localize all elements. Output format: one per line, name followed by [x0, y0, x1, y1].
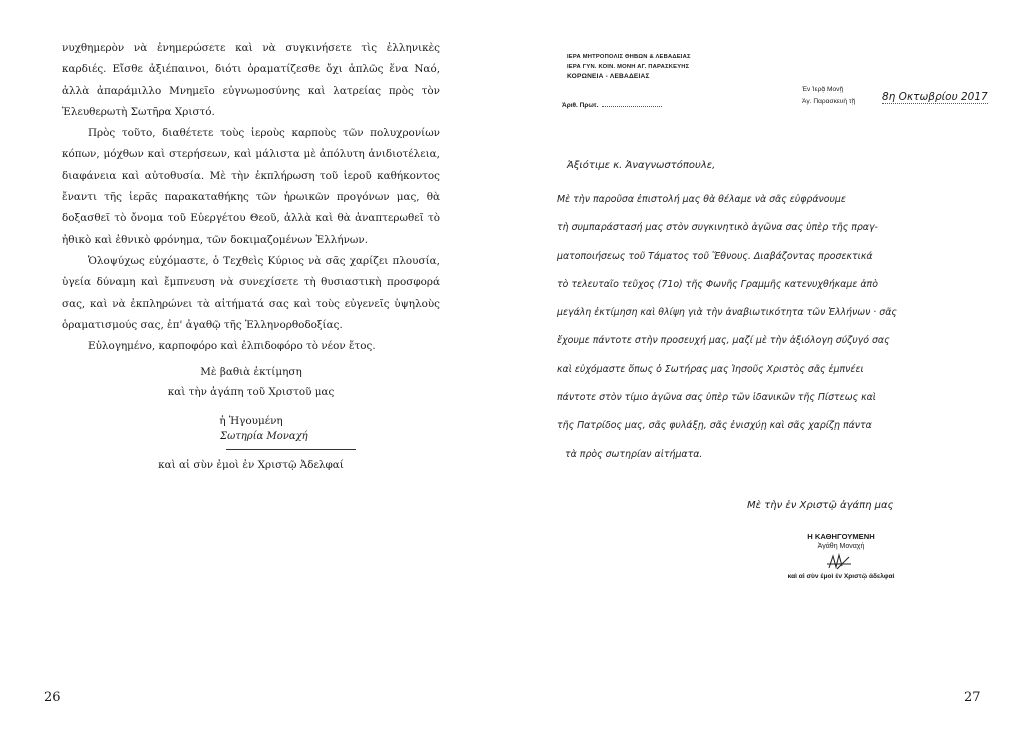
body-text-line: αὐτοθυσία. Μὲ τὴν ἐκπλήρωση τοῦ ἱεροῦ καθήκοντος ἔναντι τῆς ἱερᾶς: [62, 169, 440, 204]
body-text-line: ἐκπληρώνει τὰ αἰτήματά σας καὶ τοὺς εὐγενεῖς ὑψηλοὺς ὁραματισμούς σας, ἐπ': [62, 297, 440, 331]
abbess-title-right: Η ΚΑΘΗΓΟΥΜΕΝΗ: [807, 532, 875, 541]
body-text-line: Εὐλογημένο, καρποφόρο καὶ ἐλπιδοφόρο τὸ νέον ἔτος.: [88, 340, 376, 353]
body-text-line: παρακαταθήκης τῶν ἡρωικῶν προγόνων μας, θὰ δοξασθεῖ τὸ ὄνομα τοῦ: [62, 191, 440, 225]
right-page: [512, 0, 1024, 755]
handwritten-signature-left: [220, 431, 370, 451]
body-text-line: ἀγαθῷ τῆς Ἑλληνορθοδοξίας.: [185, 318, 343, 331]
signature-block-right: [777, 531, 905, 582]
letterhead-line-2: ΙΕΡΑ ΓΥΝ. ΚΟΙΝ. ΜΟΝΗ ΑΓ. ΠΑΡΑΣΚΕΥΗΣ: [567, 64, 690, 70]
letter-place: [802, 84, 855, 108]
closing-line-2: καὶ τὴν ἀγάπη τοῦ Χριστοῦ μας: [167, 386, 335, 398]
letterhead-line-3: ΚΟΡΩΝΕΙΑ - ΛΕΒΑΔΕΙΑΣ: [567, 73, 650, 80]
body-paragraph: [62, 251, 440, 336]
body-paragraph: [62, 123, 440, 251]
body-text-line: Πρὸς τοῦτο, διαθέτετε τοὺς ἱεροὺς καρποὺς τῶν πολυχρονίων κόπων,: [62, 127, 440, 161]
body-text-line: δοκιμαζομένων Ἑλλήνων.: [230, 233, 369, 246]
body-paragraph: [62, 336, 440, 357]
protocol-number: [562, 102, 662, 109]
closing-greeting: [62, 362, 440, 402]
handwritten-letter-body: [557, 160, 987, 477]
handwritten-line: πάντοτε στὸν τίμιο ἀγῶνα σας ὑπὲρ τῶν ἰδανικῶν τῆς Πίστεως καὶ: [557, 392, 876, 404]
handwritten-line: Μὲ τὴν παροῦσα ἐπιστολή μας θὰ θέλαμε νὰ σᾶς εὐφράνουμε: [557, 194, 846, 205]
body-text-line: μόχθων καὶ στερήσεων, καὶ μάλιστα μὲ ἀπόλυτη ἀνιδιοτέλεια, διαφάνεια καὶ: [62, 148, 440, 182]
body-text-line: δύναμη καὶ ἔμπνευση νὰ συνεχίσετε τὴ θυσιαστικὴ προσφορά σας, καὶ νὰ: [62, 276, 440, 310]
signature-text-left: Σωτηρία Μοναχή: [220, 431, 308, 442]
page-number-left: 26: [44, 690, 61, 705]
handwritten-line: τῆς Πατρίδος μας, σᾶς φυλάξῃ, σᾶς ἐνισχύῃ καὶ σᾶς χαρίζῃ πάντα: [557, 420, 872, 432]
sisters-line-right: καὶ αἱ σὺν ἐμοὶ ἐν Χριστῷ ἀδελφαί: [787, 573, 895, 580]
left-body-text: [62, 38, 440, 357]
abbess-title: ἡ Ἡγουμένη: [219, 415, 283, 427]
monastery-letterhead: [567, 52, 691, 82]
handwritten-line: τὰ πρὸς σωτηρίαν αἰτήματα.: [565, 448, 703, 460]
letterhead-line-1: ΙΕΡΑ ΜΗΤΡΟΠΟΛΙΣ ΘΗΒΩΝ & ΛΕΒΑΔΕΙΑΣ: [567, 54, 691, 60]
handwritten-closing: Μὲ τὴν ἐν Χριστῷ ἀγάπη μας: [747, 500, 894, 511]
protocol-label: Ἀριθ. Πρωτ.: [562, 102, 599, 109]
abbess-name: Ἀγάθη Μοναχή: [817, 543, 865, 550]
handwritten-line: ἔχουμε πάντοτε στὴν προσευχή μας, μαζί μὲ τὴν ἀξιόλογη σύζυγό σας: [557, 335, 890, 347]
body-text-line: ἀξιέπαινοι, διότι ὁραματίζεσθε ὄχι ἁπλῶς ἕνα Ναό, ἀλλὰ ἀπαράμιλλο Μνημεῖο: [62, 63, 441, 97]
protocol-dotted-line: [602, 106, 662, 107]
place-line-2: Ἁγ. Παρασκευὴ τῇ: [802, 98, 856, 105]
body-paragraph: [62, 38, 440, 123]
letter-salutation: Ἀξιότιμε κ. Ἀναγνωστόπουλε,: [567, 160, 716, 171]
handwritten-line: τὸ τελευταῖο τεῦχος (71ο) τῆς Φωνῆς Γραμμῆς κατενυχθήκαμε ἀπὸ: [557, 278, 878, 290]
handwritten-line: καὶ εὐχόμαστε ὅπως ὁ Σωτήρας μας Ἰησοῦς Χριστὸς σᾶς ἐμπνέει: [557, 363, 864, 375]
signature-underline: [226, 449, 356, 450]
letter-date: 8η Οκτωβρίου 2017: [882, 91, 988, 103]
sisters-line-left: καὶ αἱ σὺν ἐμοὶ ἐν Χριστῷ Ἀδελφαί: [158, 459, 344, 471]
body-text-line: νυχθημερὸν νὰ ἐνημερώσετε καὶ νὰ συγκινήσετε τὶς ἑλληνικὲς καρδιές. Εἴσθε: [62, 42, 440, 76]
body-text-line: Εὐεργέτου Θεοῦ, ἀλλὰ καὶ θὰ ἀναπτερωθεῖ τὸ ἠθικὸ καὶ ἐθνικὸ φρόνημα, τῶν: [62, 212, 440, 246]
place-line-1: Ἐν Ἱερᾷ Μονῇ: [802, 86, 844, 93]
handwritten-line: μεγάλη ἐκτίμηση καὶ θλίψη γιὰ τὴν ἀναβιωτικότητα τῶν Ἑλλήνων · σᾶς: [557, 307, 897, 319]
page-number-right: 27: [964, 690, 981, 705]
handwritten-line: ματοποιήσεως τοῦ Τάματος τοῦ Ἔθνους. Διαβάζοντας προσεκτικά: [557, 250, 873, 262]
handwritten-line: τὴ συμπαράστασή μας στὸν συγκινητικὸ ἀγῶνα σας ὑπὲρ τῆς πραγ-: [557, 222, 878, 234]
body-text-line: Ὁλοψύχως εὐχόμαστε, ὁ Τεχθεὶς Κύριος νὰ σᾶς χαρίζει πλουσία, ὑγεία: [62, 254, 440, 289]
body-text-line: εὐγνωμοσύνης καὶ λατρείας πρὸς τὸν Ἐλευθερωτὴ Σωτῆρα Χριστό.: [62, 84, 440, 118]
closing-line-1: Μὲ βαθιὰ ἐκτίμηση: [200, 366, 302, 378]
signature-scribble: [777, 552, 905, 572]
